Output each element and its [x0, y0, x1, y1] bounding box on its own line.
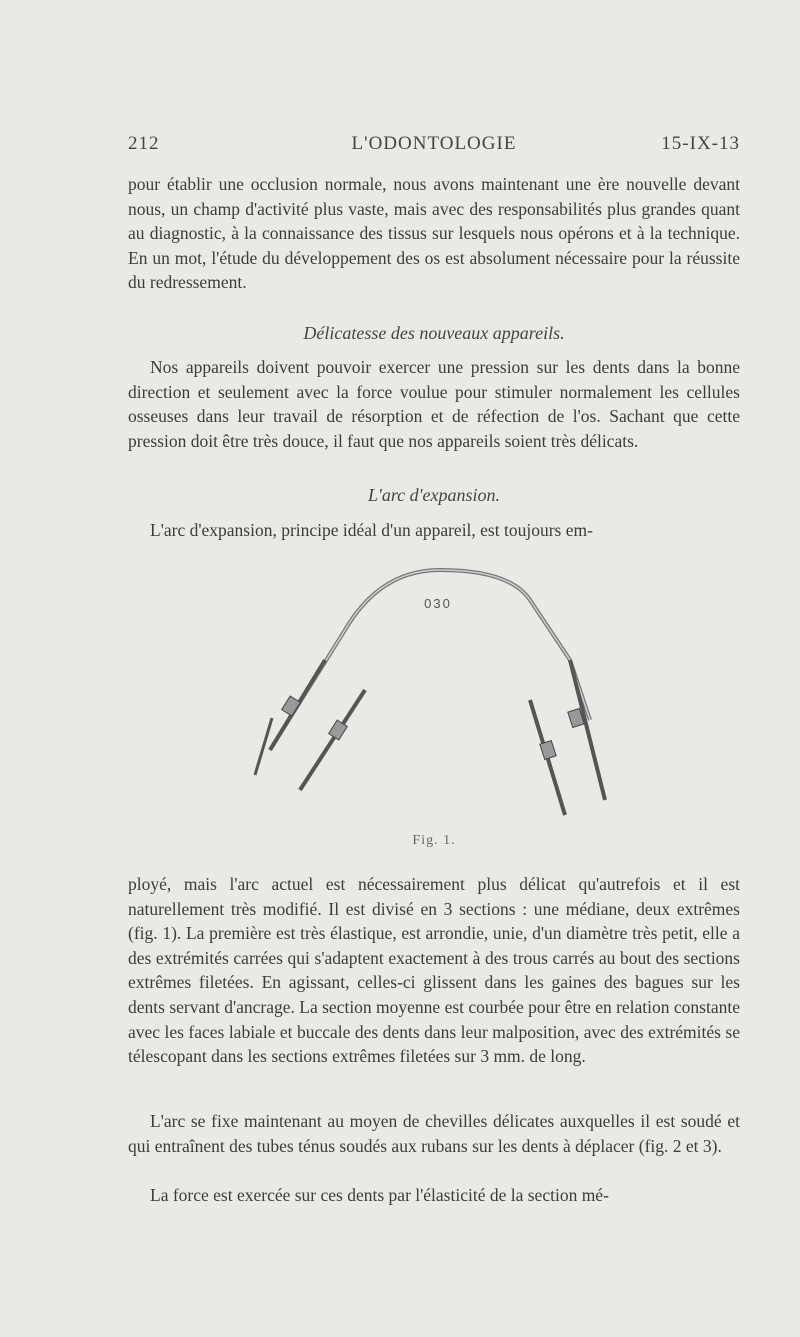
wire-gauge-label: 030 [424, 596, 452, 611]
paragraph-text: Nos appareils doivent pouvoir exercer une pression sur les dents dans la bonne direction et seulement avec la force voulue pour stimuler normalement les cellules osseuses dans leur travail de résorption et de réfection de l'os. Sachant que cette pression doit être très douce, il faut que nos appareils soient très délicats. [128, 357, 740, 451]
paragraph-5 [128, 1109, 740, 1158]
paragraph-6 [128, 1183, 740, 1208]
paragraph-3 [128, 518, 740, 543]
journal-title: L'ODONTOLOGIE [351, 133, 517, 154]
section-heading-1: Délicatesse des nouveaux appareils. [303, 323, 565, 343]
page-number: 212 [128, 133, 160, 154]
section-heading-2: L'arc d'expansion. [367, 485, 501, 505]
expansion-arch-figure [230, 560, 630, 820]
paragraph-text: L'arc d'expansion, principe idéal d'un appareil, est toujours em- [150, 520, 593, 540]
paragraph-1 [128, 172, 740, 295]
paragraph-text: La force est exercée sur ces dents par l'élasticité de la section mé- [150, 1185, 609, 1205]
issue-date: 15-IX-13 [661, 133, 740, 154]
paragraph-4 [128, 872, 740, 1069]
paragraph-text: ployé, mais l'arc actuel est nécessairement plus délicat qu'autrefois et il est naturellement très modifié. Il est divisé en 3 sections : une médiane, deux extrêmes (fig. 1). La première est très élastique, est arrondie, unie, d'un diamètre très petit, elle a des extrémités carrées qui s'adaptent exactement à des trous carrés au bout des sections extrêmes filetées. En agissant, celles-ci glissent dans les gaines des bagues sur les dents servant d'ancrage. La section moyenne est courbée pour être en relation constante avec les faces labiale et buccale des dents dans leur malposition, avec des extrémités se télescopant dans les sections extrêmes filetées sur 3 mm. de long. [128, 874, 740, 1067]
paragraph-text: L'arc se fixe maintenant au moyen de chevilles délicates auxquelles il est soudé et qui entraînent des tubes ténus soudés aux rubans sur les dents à déplacer (fig. 2 et 3). [128, 1111, 740, 1156]
left-loose-section [300, 690, 365, 790]
left-sleeve [282, 696, 301, 716]
right-threaded-section [570, 660, 605, 800]
paragraph-2 [128, 355, 740, 453]
paragraph-text: pour établir une occlusion normale, nous avons maintenant une ère nouvelle devant nous, un champ d'activité plus vaste, mais avec des responsabilités plus grandes quant au diagnostic, à la connaissance des tissus sur lesquels nous opérons et à la technique. En un mot, l'étude du développement des os est absolument nécessaire pour la réussite du redressement. [128, 174, 740, 293]
figure-caption: Fig. 1. [412, 833, 456, 848]
